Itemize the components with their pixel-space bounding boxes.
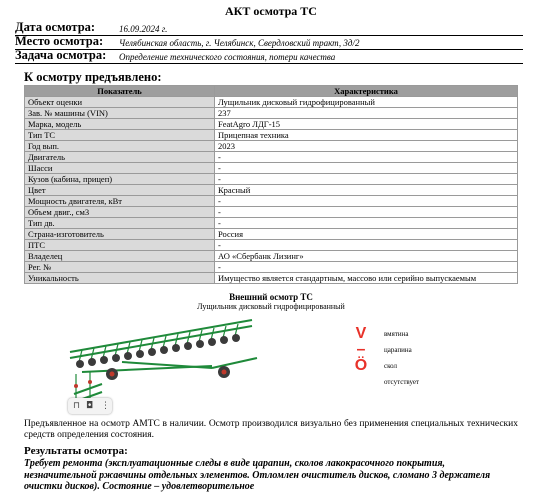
property-value: Красный <box>215 185 518 196</box>
table-row <box>25 141 518 152</box>
table-header-row <box>25 86 518 97</box>
inspection-date-value: 16.09.2024 г. <box>119 24 168 34</box>
property-name: Тип ТС <box>25 130 215 141</box>
table-row <box>25 185 518 196</box>
table-row <box>25 251 518 262</box>
vehicle-properties-table <box>24 85 518 284</box>
table-row <box>25 218 518 229</box>
table-row <box>25 119 518 130</box>
table-row <box>25 262 518 273</box>
property-name: Зав. № машины (VIN) <box>25 108 215 119</box>
legend-item-scratch <box>352 342 472 358</box>
property-name: Страна-изготовитель <box>25 229 215 240</box>
property-value: - <box>215 196 518 207</box>
scratch-icon: – <box>356 341 366 358</box>
table-row <box>25 130 518 141</box>
inspection-task-value: Определение технического состояния, потери качества <box>119 52 336 62</box>
property-value: Прицепная техника <box>215 130 518 141</box>
bookmark-icon[interactable]: ⊓ <box>73 401 81 411</box>
inspection-place-value: Челябинская область, г. Челябинск, Свердловский тракт, 3д/2 <box>119 38 360 48</box>
property-name: Объем двиг., см3 <box>25 207 215 218</box>
table-row <box>25 273 518 284</box>
property-value: 2023 <box>215 141 518 152</box>
legend-item-dent <box>352 326 472 342</box>
property-value: АО «Сбербанк Лизинг» <box>215 251 518 262</box>
property-name: Шасси <box>25 163 215 174</box>
table-row <box>25 240 518 251</box>
table-row <box>25 108 518 119</box>
chip-icon: Ö <box>354 357 368 374</box>
property-name: Объект оценки <box>25 97 215 108</box>
property-name: Тип дв. <box>25 218 215 229</box>
property-value: - <box>215 163 518 174</box>
property-value: - <box>215 218 518 229</box>
legend-label: скол <box>384 362 398 370</box>
property-value: - <box>215 174 518 185</box>
legend-item-missing <box>352 374 472 390</box>
results-text: Требует ремонта (эксплуатационные следы в виде царапин, сколов лакокрасочного покрытия, незначительной ржавчины отдельных элементов. Отломлен очиститель дисков, сломано 3 держателя очистки дисков). Состояние – удовлетворительное <box>24 458 491 492</box>
table-row <box>25 174 518 185</box>
property-value: - <box>215 240 518 251</box>
table-row <box>25 152 518 163</box>
table-row <box>25 207 518 218</box>
property-name: Цвет <box>25 185 215 196</box>
property-name: Рег. № <box>25 262 215 273</box>
property-name: Кузов (кабина, прицеп) <box>25 174 215 185</box>
property-value: 237 <box>215 108 518 119</box>
property-name: ПТС <box>25 240 215 251</box>
inspection-note: Предъявленное на осмотр АМТС в наличии. Осмотр производился визуально без применения специальных технических средств определения состояния. <box>24 419 518 440</box>
legend-label: царапина <box>384 346 412 354</box>
property-name: Владелец <box>25 251 215 262</box>
presented-section-title: К осмотру предъявлено: <box>24 70 162 84</box>
image-toolbar <box>68 398 112 414</box>
results-title: Результаты осмотра: <box>24 445 128 457</box>
table-row <box>25 229 518 240</box>
external-inspection-title: Внешний осмотр ТС <box>229 292 313 302</box>
property-value: - <box>215 152 518 163</box>
more-icon[interactable]: ⋮ <box>101 401 110 411</box>
legend-label: вмятина <box>384 330 409 338</box>
inspection-place-label: Место осмотра: <box>15 34 104 48</box>
dent-icon: V <box>355 325 367 342</box>
property-name: Уникальность <box>25 273 215 284</box>
property-value: FeatAgro ЛДГ-15 <box>215 119 518 130</box>
legend-label: отсутствует <box>384 378 420 386</box>
table-row <box>25 163 518 174</box>
external-inspection-subtitle: Лущильник дисковый гидрофицированный <box>197 302 345 311</box>
property-name: Мощность двигателя, кВт <box>25 196 215 207</box>
inspection-date-label: Дата осмотра: <box>15 20 96 34</box>
property-name: Год вып. <box>25 141 215 152</box>
column-header: Показатель <box>25 86 215 97</box>
inspection-task-label: Задача осмотра: <box>15 48 107 62</box>
property-value: Имущество является стандартным, массово или серийно выпускаемым <box>215 273 518 284</box>
property-name: Двигатель <box>25 152 215 163</box>
document-title: АКТ осмотра ТС <box>225 4 317 18</box>
column-header: Характеристика <box>215 86 518 97</box>
property-value: - <box>215 262 518 273</box>
table-row <box>25 196 518 207</box>
property-name: Марка, модель <box>25 119 215 130</box>
inspection-task-row <box>15 50 523 64</box>
legend-item-chip <box>352 358 472 374</box>
property-value: Россия <box>215 229 518 240</box>
property-value: Лущильник дисковый гидрофицированный <box>215 97 518 108</box>
table-row <box>25 97 518 108</box>
camera-icon[interactable]: ◘ <box>86 401 94 411</box>
property-value: - <box>215 207 518 218</box>
